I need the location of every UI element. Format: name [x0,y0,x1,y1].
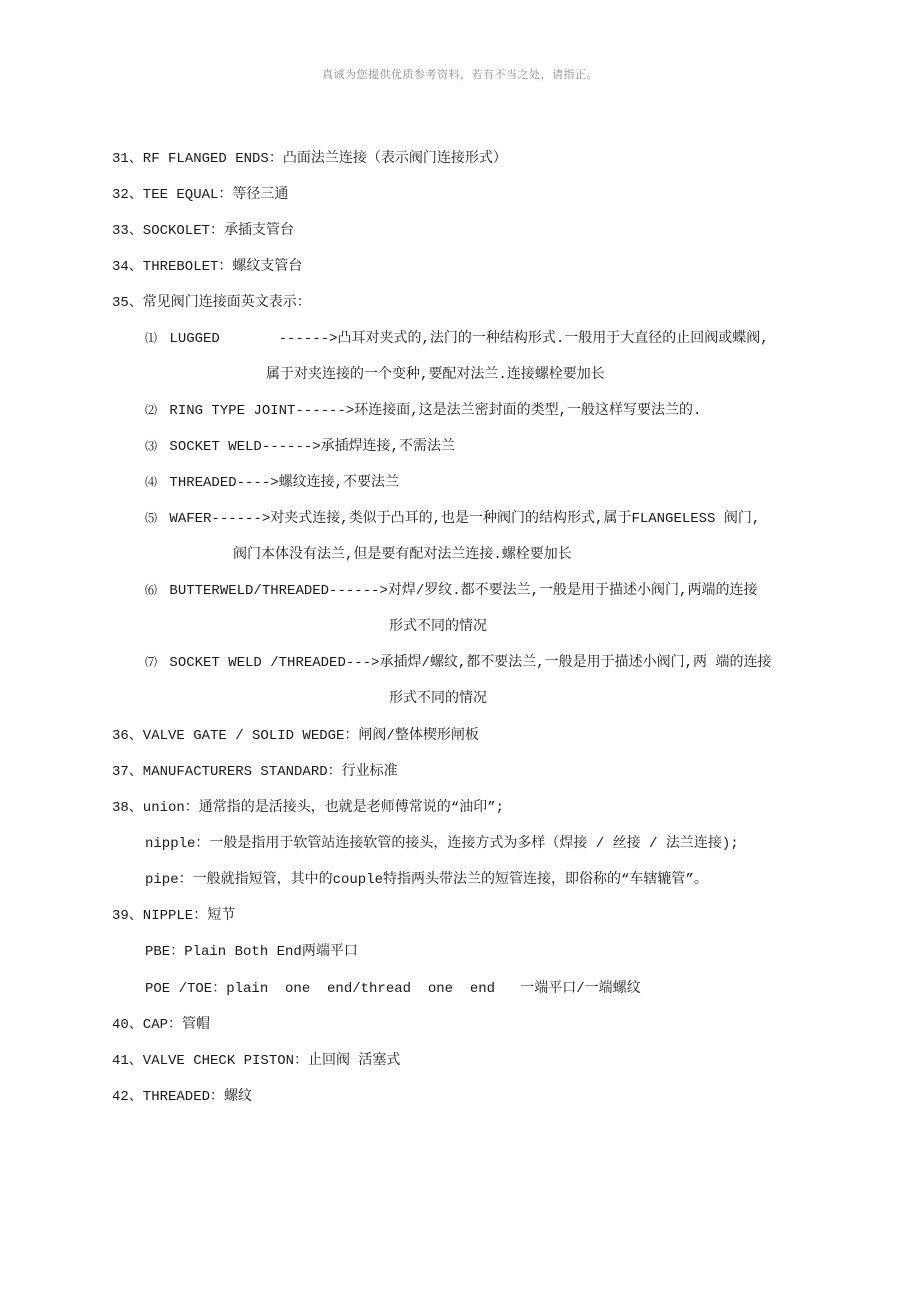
sub-item-6-text: BUTTERWELD/THREADED------>对焊/罗纹.都不要法兰,一般是用于描述小阀门,两端的连接 [169,583,758,599]
sub-item-2-text: RING TYPE JOINT------>环连接面,这是法兰密封面的类型,一般这样写要法兰的. [169,403,702,419]
sub-item-6 [145,582,757,600]
item-39-pbe: PBE：Plain Both End两端平口 [145,944,358,960]
item-41: 41、VALVE CHECK PISTON：止回阀 活塞式 [112,1053,401,1069]
item-36: 36、VALVE GATE / SOLID WEDGE：闸阀/整体楔形闸板 [112,728,479,744]
item-39: 39、NIPPLE：短节 [112,908,236,924]
item-32: 32、TEE EQUAL：等径三通 [112,187,289,203]
sub-item-7-text: SOCKET WELD /THREADED--->承插焊/螺纹,都不要法兰,一般是用于描述小阀门,两 端的连接 [169,655,772,671]
sub-item-5-continuation: 阀门本体没有法兰,但是要有配对法兰连接.螺栓要加长 [233,547,572,563]
sub-item-7-continuation: 形式不同的情况 [389,691,487,707]
sub-item-6-continuation: 形式不同的情况 [389,619,487,635]
item-38-pipe: pipe：一般就指短管，其中的couple特指两头带法兰的短管连接，即俗称的“车辖辘管”。 [145,872,708,888]
item-34: 34、THREBOLET：螺纹支管台 [112,259,303,275]
sub-item-3-text: SOCKET WELD------>承插焊连接,不需法兰 [169,439,456,455]
sub-item-6-number: ⑹ [145,584,158,598]
item-38-nipple: nipple：一般是指用于软管站连接软管的接头，连接方式为多样（焊接 / 丝接 / 法兰连接); [145,836,739,852]
sub-item-2 [145,402,701,420]
item-42: 42、THREADED：螺纹 [112,1089,253,1105]
sub-item-1-continuation: 属于对夹连接的一个变种,要配对法兰.连接螺栓要加长 [266,367,605,383]
sub-item-1 [145,330,769,348]
sub-item-3-number: ⑶ [145,440,158,454]
sub-item-1-text: ------>凸耳对夹式的,法门的一种结构形式.一般用于大直径的止回阀或蝶阀, [278,331,769,347]
header-watermark: 真诚为您提供优质参考资料，若有不当之处，请指正。 [322,68,598,81]
item-37: 37、MANUFACTURERS STANDARD：行业标准 [112,764,398,780]
item-31: 31、RF FLANGED ENDS：凸面法兰连接（表示阀门连接形式） [112,151,507,167]
sub-item-5-text: WAFER------>对夹式连接,类似于凸耳的,也是一种阀门的结构形式,属于FLANGELESS 阀门, [169,511,761,527]
sub-item-4-text: THREADED---->螺纹连接,不要法兰 [169,475,400,491]
item-35: 35、常见阀门连接面英文表示： [112,295,311,311]
sub-item-7-number: ⑺ [145,656,158,670]
sub-item-1-number: ⑴ [145,332,158,346]
sub-item-5-number: ⑸ [145,512,158,526]
sub-item-7 [145,654,771,672]
sub-item-4-number: ⑷ [145,476,158,490]
sub-item-4 [145,474,399,492]
sub-item-5 [145,510,760,528]
item-40: 40、CAP：管帽 [112,1017,211,1033]
item-38: 38、union：通常指的是活接头，也就是老师傅常说的“油印”; [112,800,505,816]
sub-item-1-term: LUGGED [169,331,220,347]
item-39-poe: POE /TOE：plain one end/thread one end 一端平口/一端螺纹 [145,981,641,997]
sub-item-2-number: ⑵ [145,404,158,418]
item-33: 33、SOCKOLET：承插支管台 [112,223,295,239]
sub-item-3 [145,438,455,456]
